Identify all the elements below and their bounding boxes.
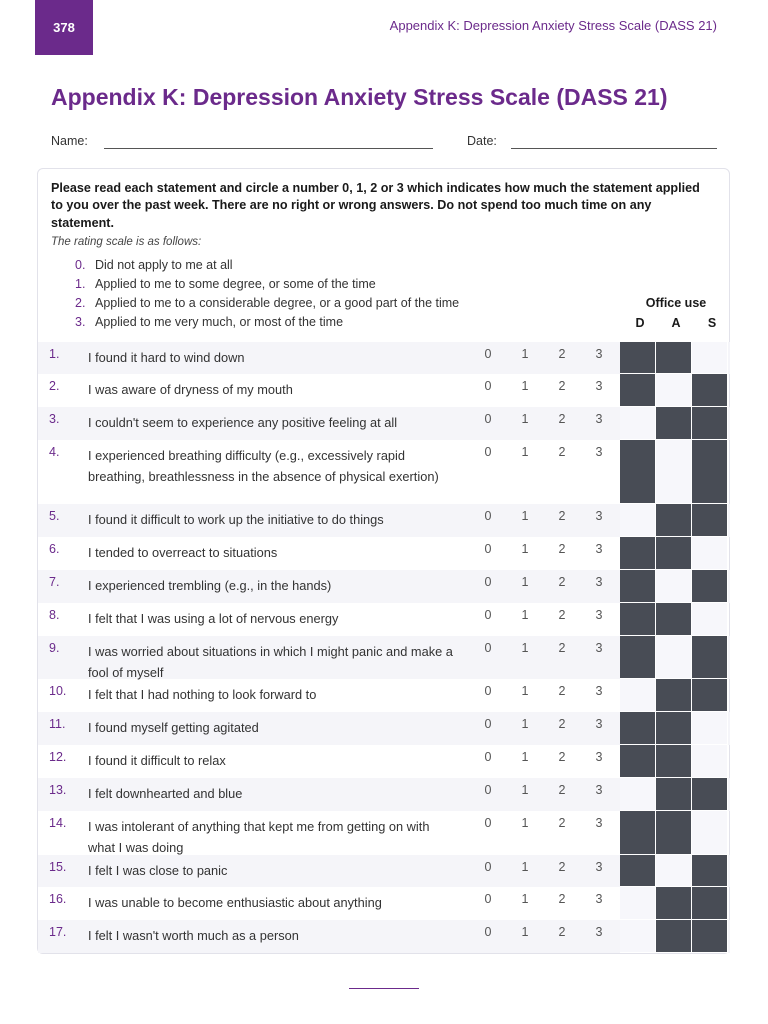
rating-option-3[interactable]: 3 [595, 717, 603, 731]
office-cell-d [620, 855, 656, 887]
item-number: 11. [49, 717, 66, 731]
item-text: I experienced breathing difficulty (e.g., excessively rapid breathing, breathlessness in the absence of physical exertion) [88, 448, 439, 484]
item-number: 3. [49, 412, 60, 426]
office-cell-s [692, 887, 728, 920]
office-cell-a [656, 636, 692, 679]
scale-item-number: 0. [75, 258, 86, 272]
scale-item-text: Applied to me to a considerable degree, or a good part of the time [95, 296, 460, 310]
rating-option-1[interactable]: 1 [521, 816, 529, 830]
item-number: 6. [49, 542, 60, 556]
rating-option-1[interactable]: 1 [521, 575, 529, 589]
table-row [38, 537, 730, 570]
rating-option-2[interactable]: 2 [558, 641, 566, 655]
office-cell-a [656, 745, 692, 778]
scale-item [75, 296, 459, 310]
rating-option-0[interactable]: 0 [484, 750, 492, 764]
rating-option-1[interactable]: 1 [521, 445, 529, 459]
table-row [38, 570, 730, 603]
item-text: I felt downhearted and blue [88, 786, 243, 801]
item-text: I found it hard to wind down [88, 350, 245, 365]
item-text: I felt I was close to panic [88, 863, 228, 878]
office-cell-s [692, 440, 728, 504]
name-field[interactable] [104, 148, 433, 149]
rating-option-0[interactable]: 0 [484, 509, 492, 523]
rating-option-3[interactable]: 3 [595, 347, 603, 361]
rating-option-1[interactable]: 1 [521, 684, 529, 698]
item-number: 7. [49, 575, 60, 589]
rating-option-2[interactable]: 2 [558, 892, 566, 906]
office-cell-d [620, 636, 656, 679]
rating-option-2[interactable]: 2 [558, 925, 566, 939]
scale-item-number: 1. [75, 277, 86, 291]
item-text: I found it difficult to relax [88, 753, 226, 768]
rating-option-0[interactable]: 0 [484, 816, 492, 830]
item-text: I found it difficult to work up the initiative to do things [88, 512, 384, 527]
item-number: 4. [49, 445, 60, 459]
scale-item [75, 277, 376, 291]
rating-option-1[interactable]: 1 [521, 783, 529, 797]
item-text: I tended to overreact to situations [88, 545, 278, 560]
table-row [38, 342, 730, 374]
office-cell-s [692, 679, 728, 712]
item-number: 16. [49, 892, 67, 906]
office-cell-a [656, 603, 692, 636]
footer-rule [349, 988, 419, 989]
item-text: I felt that I was using a lot of nervous energy [88, 611, 339, 626]
office-cell-a [656, 778, 692, 811]
rating-option-2[interactable]: 2 [558, 379, 566, 393]
rating-option-3[interactable]: 3 [595, 641, 603, 655]
rating-option-2[interactable]: 2 [558, 684, 566, 698]
office-cell-a [656, 440, 692, 504]
rating-option-0[interactable]: 0 [484, 542, 492, 556]
item-number: 15. [49, 860, 67, 874]
rating-option-1[interactable]: 1 [521, 750, 529, 764]
date-label: Date: [467, 134, 497, 148]
name-label: Name: [51, 134, 88, 148]
office-cell-d [620, 440, 656, 504]
office-cell-s [692, 712, 728, 745]
item-text: I found myself getting agitated [88, 720, 259, 735]
item-text: I was intolerant of anything that kept me from getting on with what I was doing [88, 819, 430, 855]
office-cell-s [692, 745, 728, 778]
table-row [38, 407, 730, 440]
office-cell-s [692, 407, 728, 440]
rating-option-2[interactable]: 2 [558, 717, 566, 731]
rating-option-2[interactable]: 2 [558, 608, 566, 622]
office-cell-a [656, 407, 692, 440]
rating-option-0[interactable]: 0 [484, 925, 492, 939]
rating-option-0[interactable]: 0 [484, 641, 492, 655]
rating-option-2[interactable]: 2 [558, 347, 566, 361]
rating-option-1[interactable]: 1 [521, 860, 529, 874]
office-cell-s [692, 636, 728, 679]
item-text: I was aware of dryness of my mouth [88, 382, 293, 397]
scale-item-number: 2. [75, 296, 86, 310]
rating-option-1[interactable]: 1 [521, 542, 529, 556]
rating-option-1[interactable]: 1 [521, 892, 529, 906]
item-number: 14. [49, 816, 67, 830]
rating-option-2[interactable]: 2 [558, 575, 566, 589]
scale-item-text: Applied to me very much, or most of the time [95, 315, 344, 329]
rating-option-0[interactable]: 0 [484, 860, 492, 874]
rating-option-2[interactable]: 2 [558, 542, 566, 556]
office-cell-a [656, 679, 692, 712]
rating-option-3[interactable]: 3 [595, 750, 603, 764]
rating-option-3[interactable]: 3 [595, 860, 603, 874]
item-number: 9. [49, 641, 60, 655]
table-row [38, 679, 730, 712]
rating-option-1[interactable]: 1 [521, 925, 529, 939]
rating-option-0[interactable]: 0 [484, 412, 492, 426]
rating-option-3[interactable]: 3 [595, 412, 603, 426]
office-cell-d [620, 712, 656, 745]
table-row [38, 745, 730, 778]
item-number: 8. [49, 608, 60, 622]
rating-option-3[interactable]: 3 [595, 509, 603, 523]
office-cell-d [620, 374, 656, 407]
table-row [38, 603, 730, 636]
item-text: I experienced trembling (e.g., in the hands) [88, 578, 332, 593]
rating-option-3[interactable]: 3 [595, 379, 603, 393]
item-text: I couldn't seem to experience any positive feeling at all [88, 415, 398, 430]
scale-item [75, 315, 343, 329]
rating-option-1[interactable]: 1 [521, 717, 529, 731]
date-field[interactable] [511, 148, 717, 149]
rating-option-1[interactable]: 1 [521, 347, 529, 361]
office-cell-s [692, 855, 728, 887]
rating-option-0[interactable]: 0 [484, 379, 492, 393]
item-number: 17. [49, 925, 67, 939]
office-cell-d [620, 679, 656, 712]
office-use-label: Office use [645, 296, 707, 310]
office-cell-d [620, 570, 656, 603]
table-row [38, 374, 730, 407]
office-col-d: D [635, 316, 645, 330]
office-cell-s [692, 374, 728, 407]
office-cell-a [656, 537, 692, 570]
rating-option-3[interactable]: 3 [595, 684, 603, 698]
rating-option-1[interactable]: 1 [521, 509, 529, 523]
item-number: 10. [49, 684, 67, 698]
rating-option-0[interactable]: 0 [484, 892, 492, 906]
office-cell-d [620, 811, 656, 855]
instructions: Please read each statement and circle a number 0, 1, 2 or 3 which indicates how much the statement applied to you over the past week. There are no right or wrong answers. Do not spend too much time on any statement. [51, 181, 700, 230]
page-number-tab [35, 0, 93, 55]
office-cell-d [620, 887, 656, 920]
scale-item-text: Applied to me to some degree, or some of the time [95, 277, 376, 291]
rating-option-2[interactable]: 2 [558, 783, 566, 797]
rating-option-2[interactable]: 2 [558, 860, 566, 874]
rating-option-1[interactable]: 1 [521, 379, 529, 393]
item-text: I was worried about situations in which I might panic and make a fool of myself [88, 644, 453, 680]
office-cell-s [692, 570, 728, 603]
rating-option-2[interactable]: 2 [558, 509, 566, 523]
office-cell-d [620, 920, 656, 953]
office-cell-a [656, 504, 692, 537]
rating-option-0[interactable]: 0 [484, 575, 492, 589]
page-number: 378 [53, 20, 75, 35]
table-row [38, 440, 730, 504]
office-cell-d [620, 603, 656, 636]
table-row [38, 887, 730, 920]
office-cell-d [620, 407, 656, 440]
rating-option-2[interactable]: 2 [558, 816, 566, 830]
rating-option-0[interactable]: 0 [484, 445, 492, 459]
rating-option-3[interactable]: 3 [595, 783, 603, 797]
table-row [38, 920, 730, 953]
rating-option-3[interactable]: 3 [595, 542, 603, 556]
office-col-s: S [707, 316, 717, 330]
table-row [38, 855, 730, 887]
office-cell-s [692, 811, 728, 855]
page-title: Appendix K: Depression Anxiety Stress Scale (DASS 21) [51, 84, 668, 110]
rating-option-2[interactable]: 2 [558, 445, 566, 459]
rating-option-2[interactable]: 2 [558, 750, 566, 764]
rating-option-0[interactable]: 0 [484, 717, 492, 731]
rating-option-1[interactable]: 1 [521, 412, 529, 426]
office-cell-a [656, 342, 692, 374]
office-cell-a [656, 570, 692, 603]
rating-option-3[interactable]: 3 [595, 892, 603, 906]
office-cell-a [656, 855, 692, 887]
rating-option-3[interactable]: 3 [595, 816, 603, 830]
office-cell-d [620, 745, 656, 778]
scale-item-number: 3. [75, 315, 86, 329]
table-row [38, 636, 730, 679]
rating-option-0[interactable]: 0 [484, 684, 492, 698]
item-number: 1. [49, 347, 60, 361]
office-col-a: A [671, 316, 681, 330]
rating-option-1[interactable]: 1 [521, 641, 529, 655]
item-number: 12. [49, 750, 67, 764]
rating-option-1[interactable]: 1 [521, 608, 529, 622]
office-cell-d [620, 778, 656, 811]
scale-item [75, 258, 233, 272]
office-cell-a [656, 811, 692, 855]
table-row [38, 811, 730, 855]
office-cell-s [692, 603, 728, 636]
table-row [38, 778, 730, 811]
office-cell-d [620, 504, 656, 537]
item-number: 2. [49, 379, 60, 393]
rating-option-2[interactable]: 2 [558, 412, 566, 426]
office-cell-a [656, 887, 692, 920]
table-row [38, 712, 730, 745]
office-cell-d [620, 342, 656, 374]
scale-caption: The rating scale is as follows: [51, 236, 202, 248]
item-text: I felt that I had nothing to look forward to [88, 687, 317, 702]
office-cell-a [656, 712, 692, 745]
office-cell-s [692, 920, 728, 953]
office-cell-s [692, 342, 728, 374]
rating-option-3[interactable]: 3 [595, 608, 603, 622]
rating-option-0[interactable]: 0 [484, 608, 492, 622]
scale-item-text: Did not apply to me at all [95, 258, 233, 272]
item-number: 13. [49, 783, 67, 797]
office-cell-s [692, 778, 728, 811]
office-cell-a [656, 374, 692, 407]
office-cell-s [692, 537, 728, 570]
item-number: 5. [49, 509, 60, 523]
rating-option-3[interactable]: 3 [595, 925, 603, 939]
table-row [38, 504, 730, 537]
item-text: I was unable to become enthusiastic about anything [88, 895, 382, 910]
item-text: I felt I wasn't worth much as a person [88, 928, 299, 943]
rating-option-0[interactable]: 0 [484, 347, 492, 361]
office-cell-a [656, 920, 692, 953]
running-head: Appendix K: Depression Anxiety Stress Scale (DASS 21) [389, 18, 717, 33]
rating-option-3[interactable]: 3 [595, 445, 603, 459]
rating-option-3[interactable]: 3 [595, 575, 603, 589]
rating-option-0[interactable]: 0 [484, 783, 492, 797]
office-cell-s [692, 504, 728, 537]
office-cell-d [620, 537, 656, 570]
